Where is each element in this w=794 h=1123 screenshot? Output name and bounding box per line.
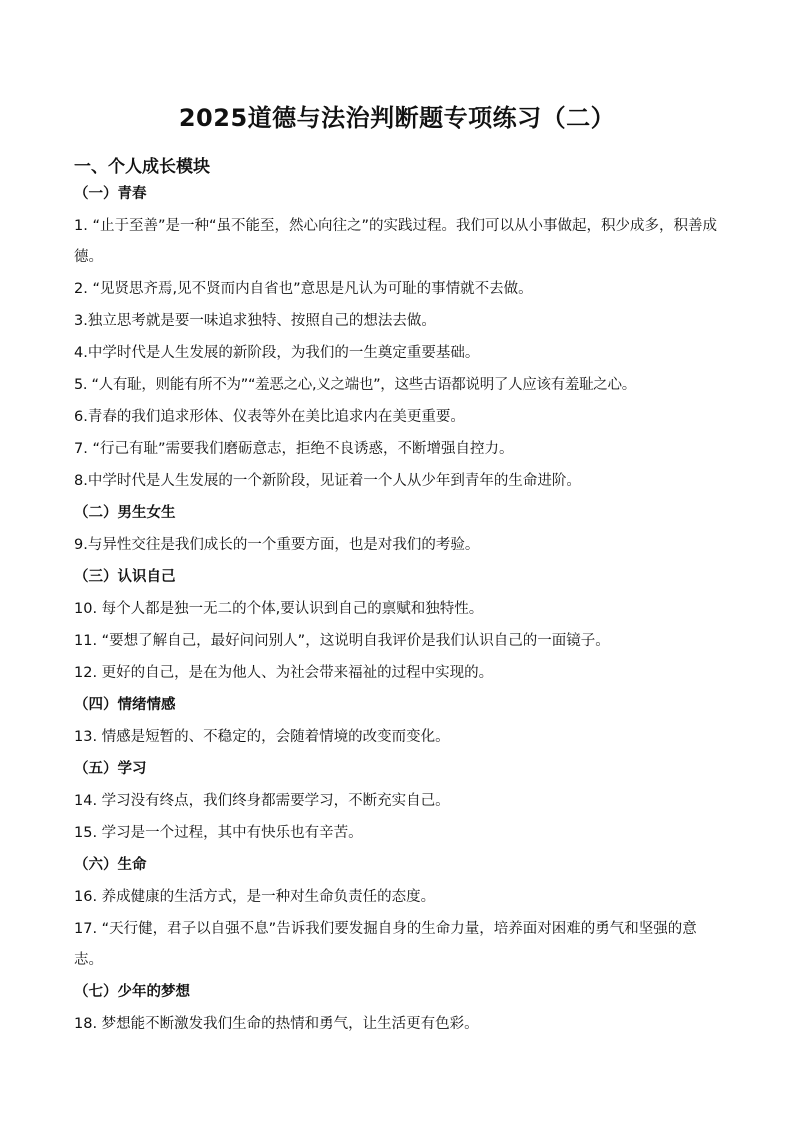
list-item: 12. 更好的自己，是在为他人、为社会带来福祉的过程中实现的。 bbox=[74, 665, 494, 681]
list-item: 9.与异性交往是我们成长的一个重要方面，也是对我们的考验。 bbox=[74, 537, 480, 553]
list-item: 18. 梦想能不断激发我们生命的热情和勇气，让生活更有色彩。 bbox=[74, 1016, 479, 1032]
list-item: 13. 情感是短暂的、不稳定的，会随着情境的改变而变化。 bbox=[74, 729, 450, 745]
list-item: 17. “天行健，君子以自强不息”告诉我们要发掘自身的生命力量，培养面对困难的勇气和坚强的意志。 bbox=[74, 921, 697, 968]
group-heading-dreams: （七）少年的梦想 bbox=[74, 984, 190, 1000]
section-heading: 一、个人成长模块 bbox=[74, 157, 210, 177]
list-item: 10. 每个人都是独一无二的个体,要认识到自己的禀赋和独特性。 bbox=[74, 601, 484, 617]
group-heading-know-yourself: （三）认识自己 bbox=[74, 569, 176, 585]
list-item: 16. 养成健康的生活方式，是一种对生命负责任的态度。 bbox=[74, 889, 436, 905]
list-item: 5. “人有耻，则能有所不为”“羞恶之心,义之端也”，这些古语都说明了人应该有羞耻之心。 bbox=[74, 377, 636, 393]
page-title: 2025道德与法治判断题专项练习（二） bbox=[178, 104, 616, 132]
group-heading-learning: （五）学习 bbox=[74, 761, 147, 777]
group-heading-emotions: （四）情绪情感 bbox=[74, 697, 176, 713]
question-list bbox=[74, 184, 724, 1046]
list-item: 2. “见贤思齐焉,见不贤而内自省也”意思是凡认为可耻的事情就不去做。 bbox=[74, 281, 533, 297]
list-item: 4.中学时代是人生发展的新阶段，为我们的一生奠定重要基础。 bbox=[74, 345, 480, 361]
list-item: 14. 学习没有终点，我们终身都需要学习，不断充实自己。 bbox=[74, 793, 450, 809]
group-heading-life: （六）生命 bbox=[74, 857, 147, 873]
list-item: 11. “要想了解自己，最好问问别人”，这说明自我评价是我们认识自己的一面镜子。 bbox=[74, 633, 610, 649]
group-heading-boys-girls: （二）男生女生 bbox=[74, 505, 176, 521]
list-item: 1. “止于至善”是一种“虽不能至，然心向往之”的实践过程。我们可以从小事做起，积少成多，积善成德。 bbox=[74, 218, 717, 265]
list-item: 15. 学习是一个过程，其中有快乐也有辛苦。 bbox=[74, 825, 363, 841]
list-item: 7. “行己有耻”需要我们磨砺意志，拒绝不良诱惑，不断增强自控力。 bbox=[74, 441, 514, 457]
list-item: 6.青春的我们追求形体、仪表等外在美比追求内在美更重要。 bbox=[74, 409, 465, 425]
list-item: 8.中学时代是人生发展的一个新阶段，见证着一个人从少年到青年的生命进阶。 bbox=[74, 473, 581, 489]
list-item: 3.独立思考就是要一味追求独特、按照自己的想法去做。 bbox=[74, 313, 436, 329]
group-heading-youth: （一）青春 bbox=[74, 186, 147, 202]
